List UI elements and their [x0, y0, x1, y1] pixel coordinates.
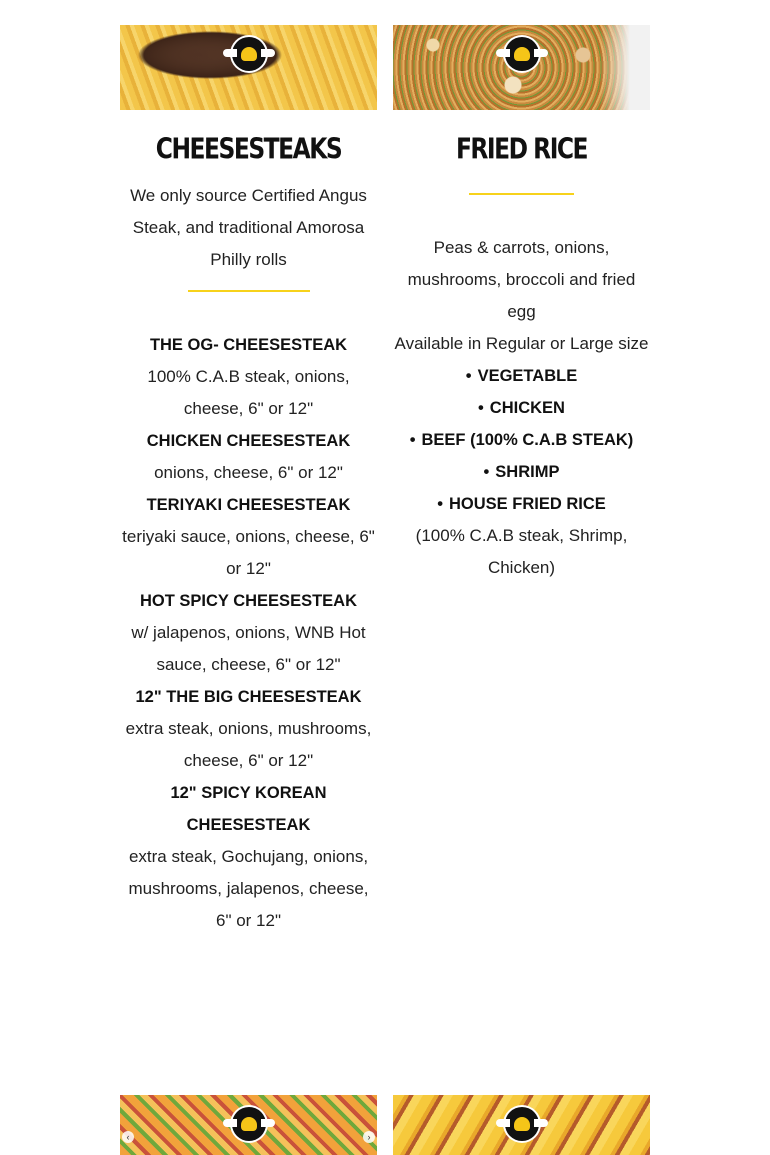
menu-item: [120, 585, 377, 681]
fried-rice-section: [393, 25, 650, 584]
salad-photo: [120, 1095, 377, 1155]
option-label: HOUSE FRIED RICE: [449, 495, 606, 513]
fried-rice-option: [393, 456, 650, 488]
cheesesteak-photo: [120, 25, 377, 110]
menu-item-name: TERIYAKI CHEESESTEAK: [146, 496, 351, 514]
option-label: VEGETABLE: [477, 367, 578, 385]
option-label: CHICKEN: [489, 399, 565, 417]
option-label: SHRIMP: [495, 463, 560, 481]
fried-rice-heading: FRIED RICE: [455, 133, 588, 167]
menu-item: [120, 425, 377, 489]
chevron-right-icon[interactable]: ›: [363, 1131, 375, 1143]
menu-item-desc: 100% C.A.B steak, onions, cheese, 6" or 12": [147, 367, 350, 418]
menu-item-name: 12" SPICY KOREAN CHEESESTEAK: [170, 784, 327, 834]
menu-item-desc: w/ jalapenos, onions, WNB Hot sauce, cheese, 6" or 12": [131, 623, 366, 674]
menu-item: [120, 777, 377, 937]
menu-item-desc: extra steak, onions, mushrooms, cheese, 6" or 12": [125, 719, 372, 770]
fried-rice-option: [393, 488, 650, 520]
cheesesteaks-heading: CHEESESTEAKS: [155, 133, 342, 167]
menu-item-name: THE OG- CHEESESTEAK: [149, 336, 348, 354]
size-note: Available in Regular or Large size: [394, 334, 649, 353]
menu-item-name: HOT SPICY CHEESESTEAK: [140, 592, 357, 610]
menu-item: [120, 681, 377, 777]
bullet-icon: •: [437, 495, 443, 513]
menu-item: [120, 329, 377, 425]
option-label: BEEF (100% C.A.B STEAK): [421, 431, 634, 449]
house-fried-rice-note: (100% C.A.B steak, Shrimp, Chicken): [415, 526, 628, 577]
cheesesteaks-intro: We only source Certified Angus Steak, and traditional Amorosa Philly rolls: [130, 186, 367, 269]
burger-wings-logo-icon: [232, 37, 266, 71]
burger-wings-logo-icon: [232, 1107, 266, 1141]
menu-item-desc: teriyaki sauce, onions, cheese, 6" or 12": [122, 527, 375, 578]
cheesesteaks-section: [120, 25, 377, 937]
bullet-icon: •: [483, 463, 490, 481]
fried-rice-photo: [393, 25, 650, 110]
fried-rice-option: [393, 360, 650, 392]
chevron-left-icon[interactable]: ‹: [122, 1131, 134, 1143]
bullet-icon: •: [478, 399, 484, 417]
fried-rice-intro: Peas & carrots, onions, mushrooms, broccoli and fried egg: [407, 238, 636, 321]
fried-rice-option: [393, 424, 650, 456]
bullet-icon: •: [409, 431, 416, 449]
menu-item: [120, 489, 377, 585]
fried-rice-option: [393, 392, 650, 424]
burger-wings-logo-icon: [505, 37, 539, 71]
loaded-fries-photo: [393, 1095, 650, 1155]
menu-item-name: CHICKEN CHEESESTEAK: [146, 432, 351, 450]
menu-item-desc: extra steak, Gochujang, onions, mushrooms, jalapenos, cheese, 6" or 12": [128, 847, 369, 930]
burger-wings-logo-icon: [505, 1107, 539, 1141]
menu-item-desc: onions, cheese, 6" or 12": [154, 463, 343, 482]
menu-item-name: 12" THE BIG CHEESESTEAK: [135, 688, 362, 706]
bullet-icon: •: [465, 367, 472, 385]
